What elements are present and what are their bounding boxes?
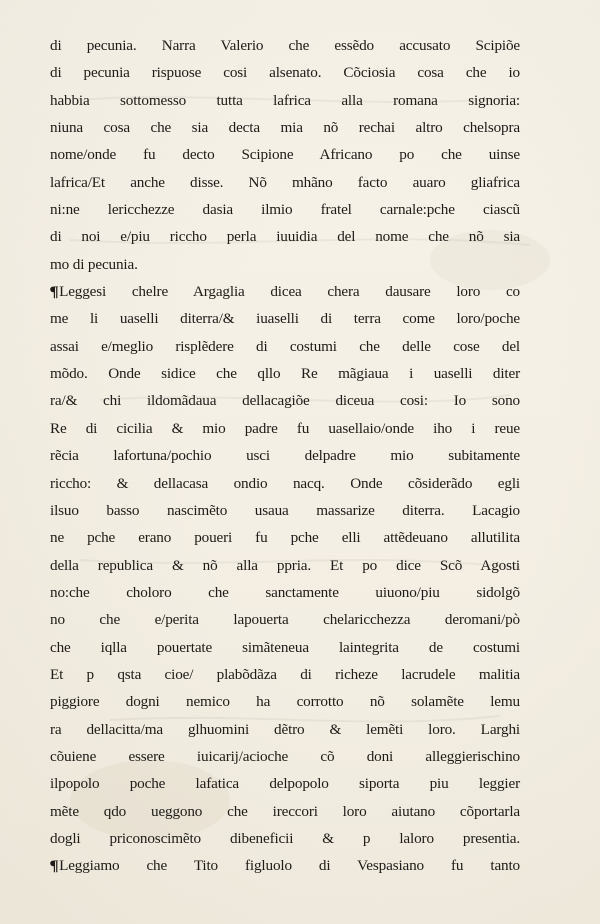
- text-line: ¶Leggiamo che Tito figluolo di Vespasiano fu tanto: [50, 852, 520, 879]
- text-line: che iqlla pouertate simãteneua laintegrita de costumi: [50, 638, 520, 656]
- text-line: piggiore dogni nemico ha corrotto nõ solamẽte lemu: [50, 693, 520, 711]
- text-line: ne pche erano poueri fu pche elli attẽdeuano allutilita: [50, 529, 520, 547]
- text-line: ¶Leggesi chelre Argaglia dicea chera dausare loro co: [50, 278, 520, 305]
- text-line: di noi e/piu riccho perla iuuidia del nome che nõ sia: [50, 228, 520, 246]
- text-line: habbia sottomesso tutta lafrica alla romana signoria:: [50, 91, 520, 109]
- pilcrow-icon: ¶: [49, 283, 59, 301]
- text-line: no:che choloro che sanctamente uiuono/piu sidolgõ: [50, 583, 520, 601]
- text-line: dogli priconoscimẽto dibeneficii & p laloro presentia.: [50, 829, 520, 847]
- text-line: assai e/meglio risplẽdere di costumi che delle cose del: [50, 337, 520, 355]
- text-line: mõdo. Onde sidice che qllo Re mãgiaua i uaselli diter: [50, 365, 520, 383]
- text-line: riccho: & dellacasa ondio nacq. Onde cõsiderãdo egli: [50, 474, 520, 492]
- text-line: di pecunia. Narra Valerio che essẽdo accusato Scipiõe: [50, 37, 520, 54]
- text-line: nome/onde fu decto Scipione Africano po che uinse: [50, 146, 520, 164]
- text-line: della republica & nõ alla ppria. Et po dice Scõ Agosti: [50, 556, 520, 574]
- pilcrow-icon: ¶: [49, 857, 59, 875]
- text-line: mo di pecunia.: [50, 255, 138, 273]
- text-line: Re di cicilia & mio padre fu uasellaio/onde iho i reue: [50, 419, 520, 437]
- text-line: me li uaselli diterra/& iuaselli di terra come loro/poche: [50, 310, 520, 328]
- text-line: ilpopolo poche lafatica delpopolo siporta piu leggier: [50, 775, 520, 793]
- text-line: ra/& chi ildomãdaua dellacagiõe diceua cosi: Io sono: [50, 392, 520, 410]
- text-line: ni:ne lericchezze dasia ilmio fratel carnale:pche ciascũ: [50, 201, 520, 219]
- text-line: mẽte qdo ueggono che ireccori loro aiutano cõportarla: [50, 802, 520, 820]
- text-column: [50, 32, 520, 880]
- text-line: di pecunia rispuose cosi alsenato. Cõciosia cosa che io: [50, 64, 520, 82]
- text-line: ra dellacitta/ma glhuomini dẽtro & lemẽti loro. Larghi: [50, 720, 520, 738]
- text-line: lafrica/Et anche disse. Nõ mhãno facto auaro gliafrica: [50, 173, 520, 191]
- text-line: Et p qsta cioe/ plabõdãza di richeze lacrudele malitia: [50, 665, 520, 683]
- text-line: rẽcia lafortuna/pochio usci delpadre mio subitamente: [50, 447, 520, 465]
- text-line: ilsuo basso nascimẽto usaua massarize diterra. Lacagio: [50, 501, 520, 519]
- text-line: cõuiene essere iuicarij/acioche cõ doni alleggierischino: [50, 747, 520, 765]
- text-line: no che e/perita lapouerta chelaricchezza deromani/pò: [50, 611, 520, 629]
- text-line: niuna cosa che sia decta mia nõ rechai altro chelsopra: [50, 119, 520, 137]
